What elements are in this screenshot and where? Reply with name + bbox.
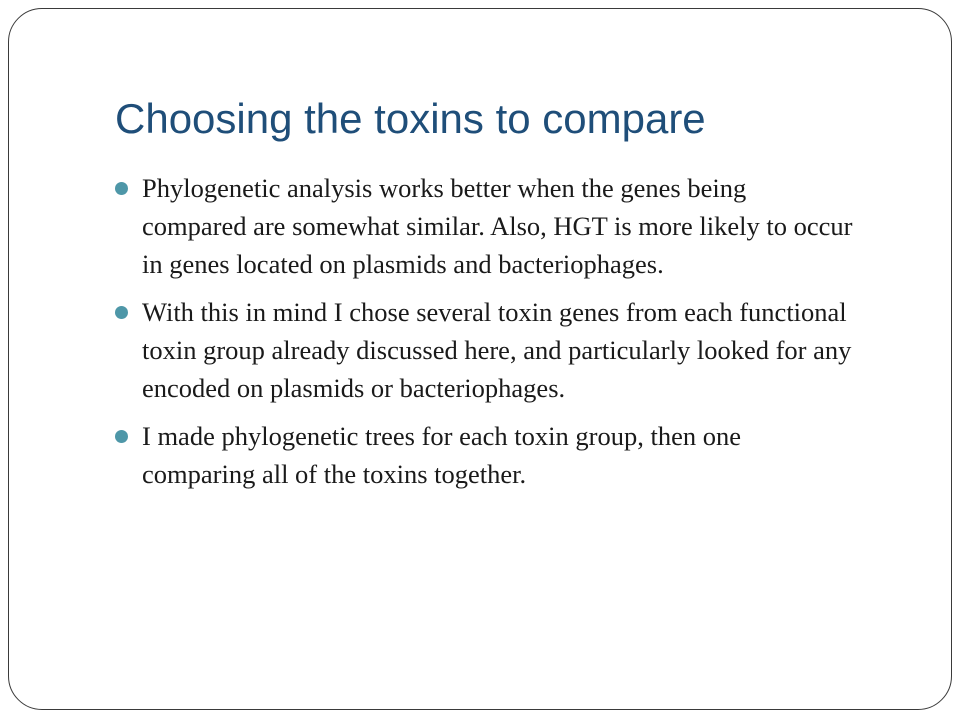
bullet-item <box>115 169 855 283</box>
bullet-item <box>115 293 855 407</box>
bullet-text: I made phylogenetic trees for each toxin group, then one comparing all of the toxins together. <box>142 421 741 489</box>
bullet-item <box>115 417 855 493</box>
bullet-dot-icon <box>115 306 128 319</box>
bullet-list <box>115 169 855 503</box>
bullet-text: Phylogenetic analysis works better when the genes being compared are somewhat similar. Also, HGT is more likely to occur in genes located on plasmids and bacteriophages. <box>142 173 853 279</box>
slide-frame <box>8 8 952 710</box>
bullet-dot-icon <box>115 182 128 195</box>
slide-title: Choosing the toxins to compare <box>115 95 706 142</box>
bullet-dot-icon <box>115 430 128 443</box>
bullet-text: With this in mind I chose several toxin genes from each functional toxin group already discussed here, and particularly looked for any encoded on plasmids or bacteriophages. <box>142 297 852 403</box>
